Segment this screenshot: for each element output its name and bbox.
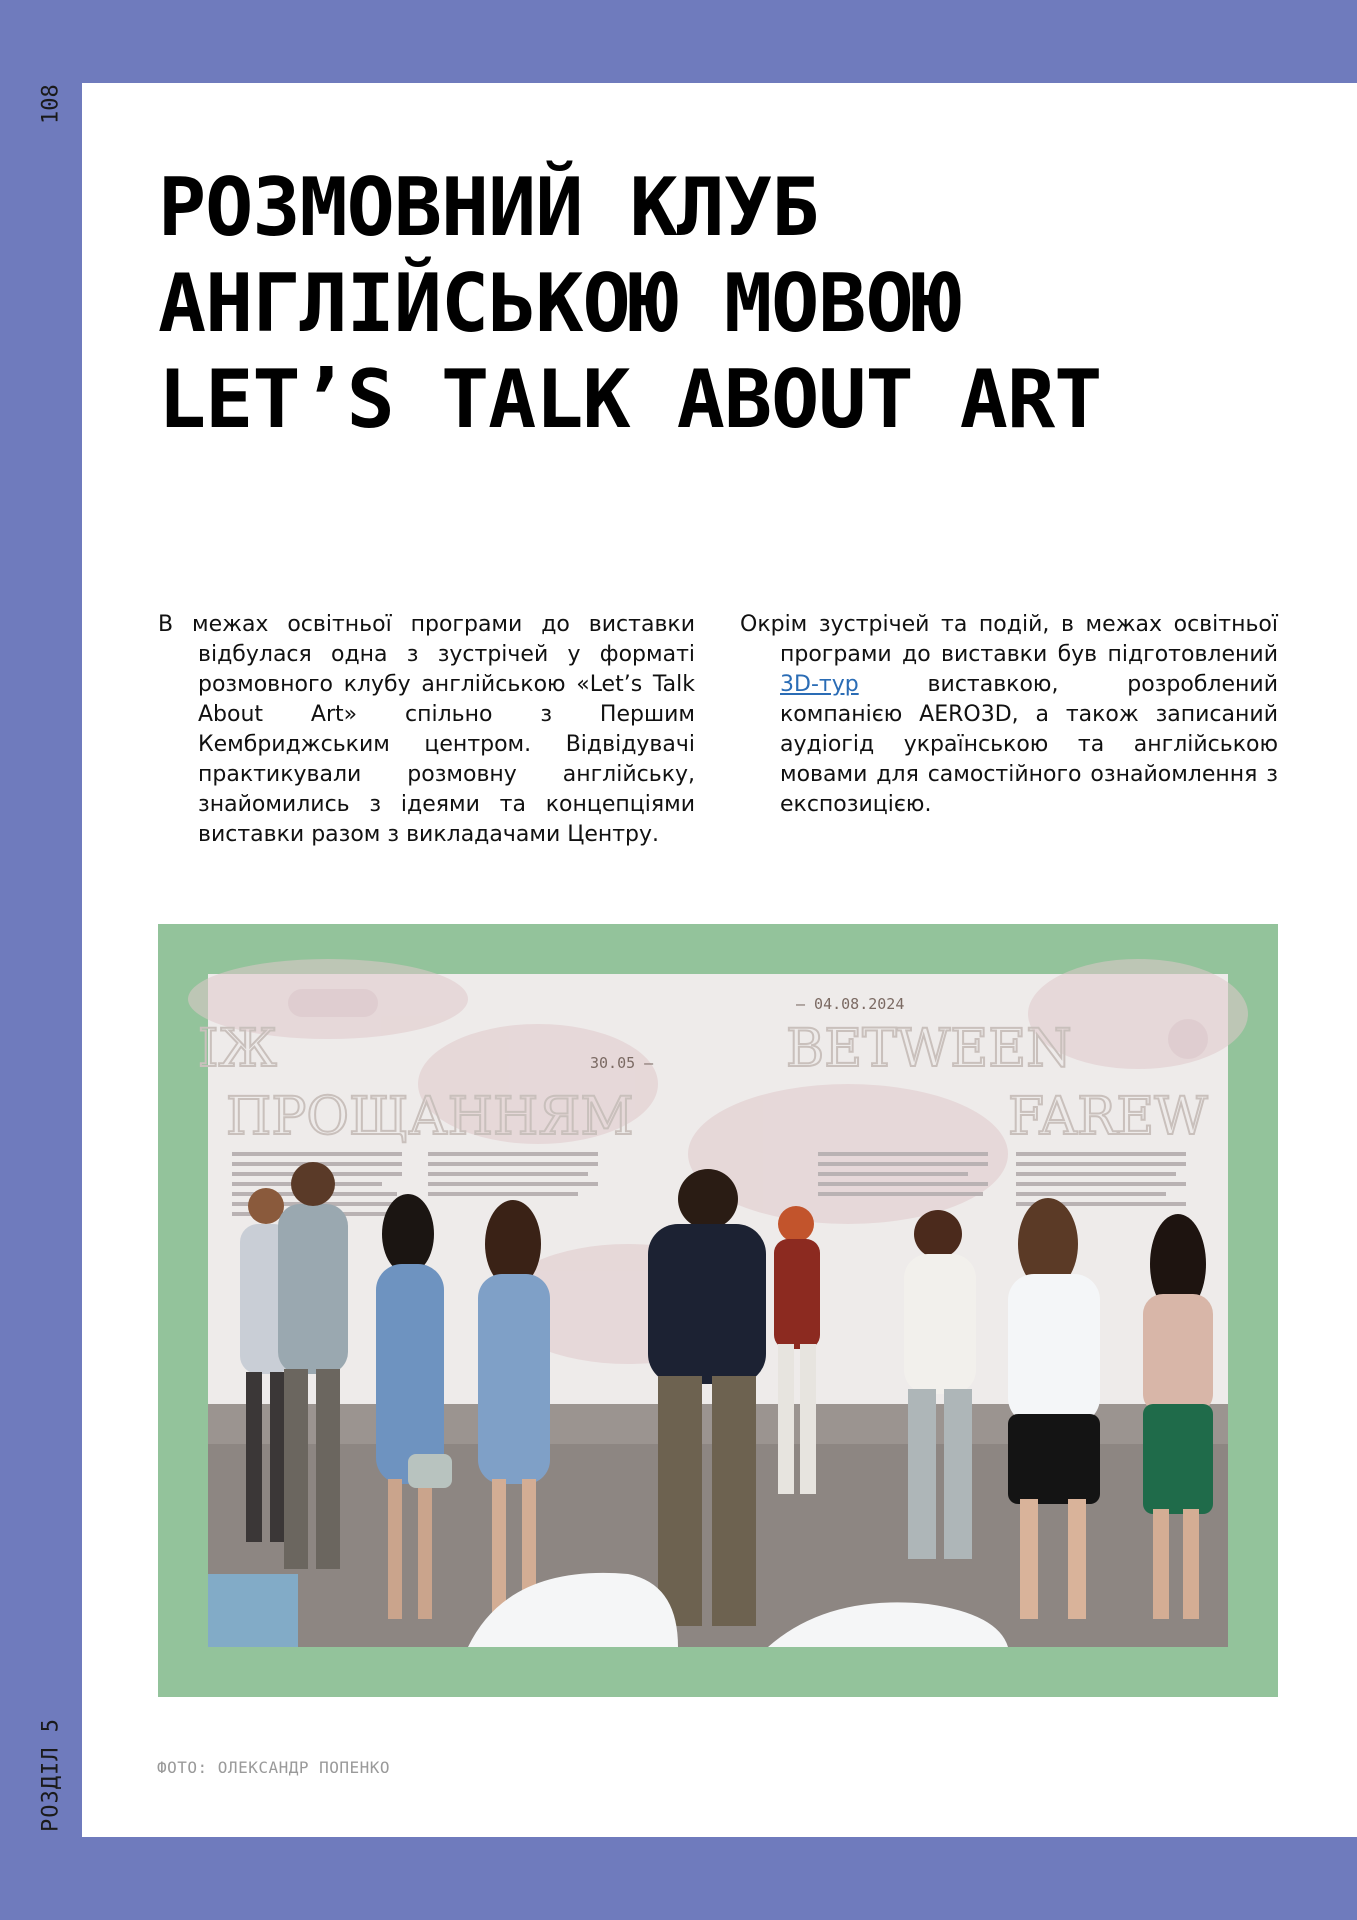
body-column-left: [158, 610, 695, 850]
wall-word-mizh: ІЖ: [198, 1019, 277, 1079]
photo-caption: ФОТО: ОЛЕКСАНДР ПОПЕНКО: [157, 1758, 391, 1777]
wall-date-start: 30.05 —: [590, 1054, 654, 1072]
article-title: [158, 160, 1288, 448]
section-label: РОЗДІЛ 5: [38, 1718, 64, 1832]
exhibition-photo: [198, 974, 1228, 1647]
title-line-1: РОЗМОВНИЙ КЛУБ: [158, 161, 819, 254]
title-line-3: LET’S TALK ABOUT ART: [158, 353, 1102, 446]
wall-date-end: — 04.08.2024: [796, 995, 905, 1013]
body-text-before-link: Окрім зустрічей та подій, в межах освітньої програми до виставки був підготовлений: [740, 612, 1278, 667]
page-number: 108: [38, 84, 64, 124]
wall-word-between: BETWEEN: [786, 1019, 1072, 1079]
body-column-right: [740, 610, 1278, 820]
photo-frame: [158, 924, 1278, 1697]
wall-word-proshchanniam: ПРОЩАННЯМ: [226, 1087, 634, 1147]
body-text-after-link: виставкою, розроблений компанією AERO3D, а також записаний аудіогід українською та англійською мовами для самостійного ознайомлення з експозицією.: [780, 672, 1278, 817]
wall-word-farewell: FAREW: [1008, 1087, 1208, 1147]
body-paragraph-right: [740, 610, 1278, 820]
3d-tour-link[interactable]: 3D-тур: [780, 672, 859, 697]
title-line-2: АНГЛІЙСЬКОЮ МОВОЮ: [158, 257, 960, 350]
body-paragraph-left: В межах освітньої програми до виставки відбулася одна з зустрічей у форматі розмовного клубу англійською «Let’s Talk About Art» спільно з Першим Кембриджським центром. Відвідувачі практикували розмовну англійську, знайомились з ідеями та концепціями виставки разом з викладачами Центру.: [158, 612, 695, 847]
